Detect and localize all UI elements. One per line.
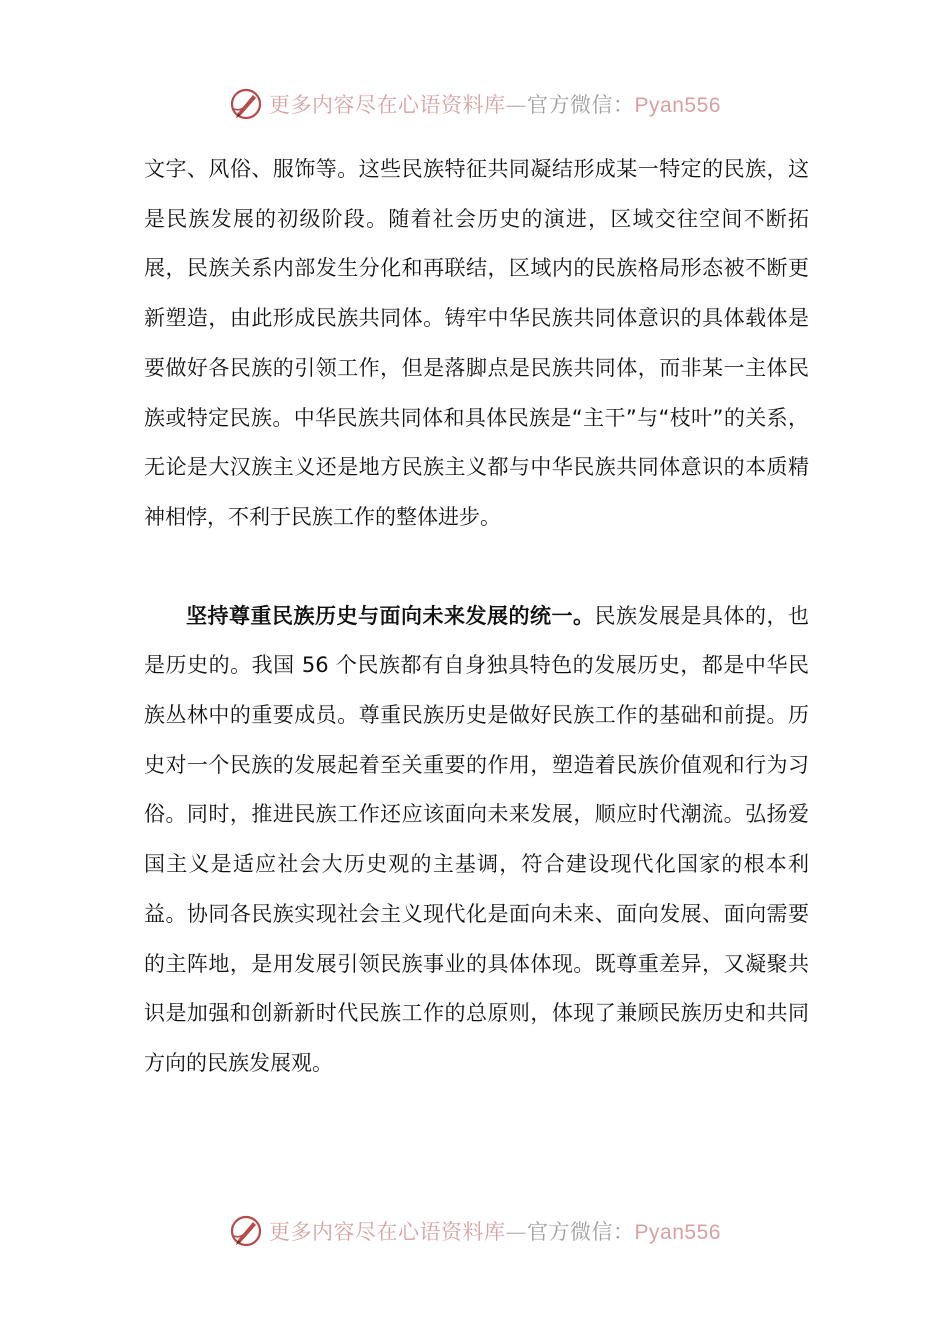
header-dash: — [505, 93, 528, 117]
header-text [269, 89, 721, 119]
header-main-text: 更多内容尽在心语资料库 [269, 93, 506, 117]
footer-text [269, 1216, 721, 1246]
paragraph-2-text: 民族发展是具体的，也是历史的。我国 56 个民族都有自身独具特色的发展历史，都是中华民族丛林中的重要成员。尊重民族历史是做好民族工作的基础和前提。历史对一个民族的发展起着至关重要的作用，塑造着民族价值观和行为习俗。同时，推进民族工作还应该面向未来发展，顺应时代潮流。弘扬爱国主义是适应社会大历史观的主基调，符合建设现代化国家的根本利益。协同各民族实现社会主义现代化是面向未来、面向发展、面向需要的主阵地，是用发展引领民族事业的具体体现。既尊重差异，又凝聚共识是加强和创新新时代民族工作的总原则，体现了兼顾民族历史和共同方向的民族发展观。 [144, 603, 809, 1075]
pen-circle-logo-icon [229, 1214, 263, 1248]
footer-main-text: 更多内容尽在心语资料库 [269, 1220, 506, 1244]
header-banner [0, 84, 950, 124]
document-body [144, 145, 809, 1089]
footer-dash: — [505, 1220, 528, 1244]
pen-circle-logo-icon [229, 87, 263, 121]
header-wechat-id: Pyan556 [634, 94, 721, 117]
paragraph-2-heading: 坚持尊重民族历史与面向未来发展的统一。 [186, 603, 595, 628]
header-wechat-label: 官方微信： [527, 93, 635, 117]
footer-banner [0, 1211, 950, 1251]
footer-wechat-label: 官方微信： [527, 1220, 635, 1244]
footer-wechat-id: Pyan556 [634, 1221, 721, 1244]
paragraph-1: 文字、风俗、服饰等。这些民族特征共同凝结形成某一特定的民族，这是民族发展的初级阶段。随着社会历史的演进，区域交往空间不断拓展，民族关系内部发生分化和再联结，区域内的民族格局形态被不断更新塑造，由此形成民族共同体。铸牢中华民族共同体意识的具体载体是要做好各民族的引领工作，但是落脚点是民族共同体，而非某一主体民族或特定民族。中华民族共同体和具体民族是“主干”与“枝叶”的关系，无论是大汉族主义还是地方民族主义都与中华民族共同体意识的本质精神相悖，不利于民族工作的整体进步。 [144, 157, 809, 529]
paragraph-2 [144, 592, 809, 1089]
